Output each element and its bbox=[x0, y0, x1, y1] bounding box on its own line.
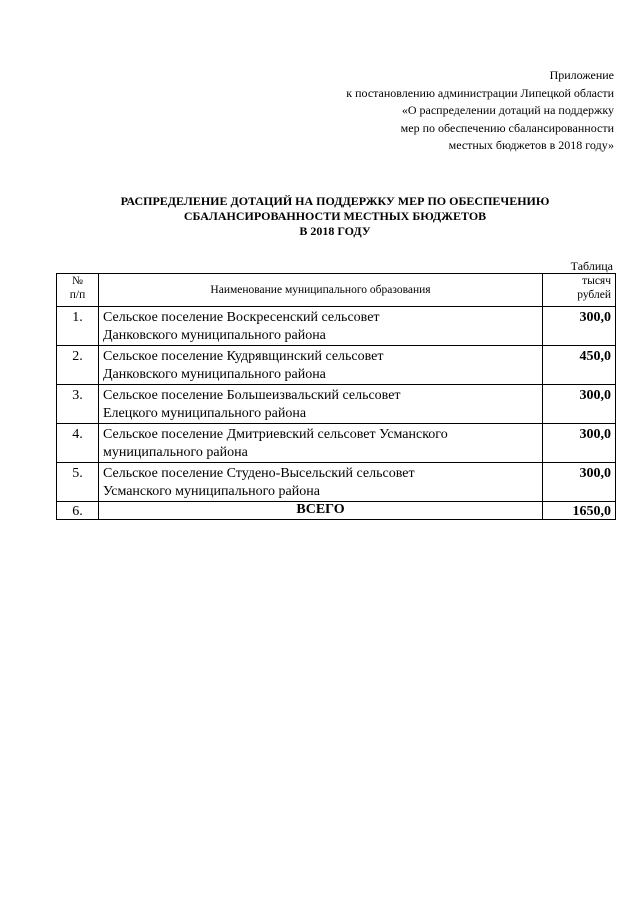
title-line: СБАЛАНСИРОВАННОСТИ МЕСТНЫХ БЮДЖЕТОВ bbox=[183, 209, 487, 223]
row-name-line: Сельское поселение Большеизвальский сельсовет bbox=[103, 388, 401, 403]
row-name-line: Сельское поселение Кудрявщинский сельсовет bbox=[103, 349, 384, 364]
title-line: РАСПРЕДЕЛЕНИЕ ДОТАЦИЙ НА ПОДДЕРЖКУ МЕР ПО ОБЕСПЕЧЕНИЮ bbox=[120, 194, 550, 208]
row-name-line: Данковского муниципального района bbox=[103, 367, 326, 382]
row-value: 300,0 bbox=[543, 385, 616, 424]
total-value: 1650,0 bbox=[543, 502, 616, 520]
total-label: ВСЕГО bbox=[99, 502, 543, 520]
row-name bbox=[99, 346, 543, 385]
appendix-block bbox=[346, 67, 614, 155]
row-name bbox=[99, 307, 543, 346]
subsidy-table bbox=[56, 273, 616, 520]
header-unit bbox=[543, 274, 616, 307]
header-number-label: п/п bbox=[69, 289, 86, 301]
row-number: 2. bbox=[57, 346, 99, 385]
table-row bbox=[57, 463, 616, 502]
row-name-line: Данковского муниципального района bbox=[103, 328, 326, 343]
row-number: 3. bbox=[57, 385, 99, 424]
row-name bbox=[99, 424, 543, 463]
header-number bbox=[57, 274, 99, 307]
row-name-line: Сельское поселение Воскресенский сельсовет bbox=[103, 310, 380, 325]
row-value: 300,0 bbox=[543, 307, 616, 346]
header-number-symbol: № bbox=[72, 275, 83, 287]
total-number: 6. bbox=[57, 502, 99, 520]
table-row bbox=[57, 346, 616, 385]
row-number: 1. bbox=[57, 307, 99, 346]
table-header-row bbox=[57, 274, 616, 307]
row-value: 300,0 bbox=[543, 463, 616, 502]
row-name-line: Елецкого муниципального района bbox=[103, 406, 307, 421]
row-name-line: Сельское поселение Студено-Высельский сельсовет bbox=[103, 466, 415, 481]
appendix-line: к постановлению администрации Липецкой области bbox=[346, 85, 614, 100]
row-name-line: Сельское поселение Дмитриевский сельсовет Усманского bbox=[103, 427, 448, 442]
row-number: 4. bbox=[57, 424, 99, 463]
title-line: В 2018 ГОДУ bbox=[299, 224, 371, 238]
appendix-line: мер по обеспечению сбалансированности bbox=[400, 120, 614, 135]
table-row bbox=[57, 385, 616, 424]
row-number: 5. bbox=[57, 463, 99, 502]
appendix-line: «О распределении дотаций на поддержку bbox=[401, 103, 614, 117]
appendix-line: местных бюджетов в 2018 году» bbox=[448, 138, 614, 152]
appendix-line: Приложение bbox=[549, 68, 614, 82]
total-row bbox=[57, 502, 616, 520]
document-title bbox=[60, 194, 610, 239]
header-name: Наименование муниципального образования bbox=[99, 274, 543, 307]
table-caption: Таблица bbox=[570, 259, 613, 273]
row-value: 450,0 bbox=[543, 346, 616, 385]
row-name bbox=[99, 463, 543, 502]
row-name bbox=[99, 385, 543, 424]
row-value: 300,0 bbox=[543, 424, 616, 463]
row-name-line: Усманского муниципального района bbox=[103, 484, 320, 499]
table-row bbox=[57, 307, 616, 346]
header-unit-line: тысяч bbox=[582, 275, 611, 287]
row-name-line: муниципального района bbox=[103, 445, 248, 460]
header-unit-line: рублей bbox=[577, 289, 611, 301]
table-row bbox=[57, 424, 616, 463]
